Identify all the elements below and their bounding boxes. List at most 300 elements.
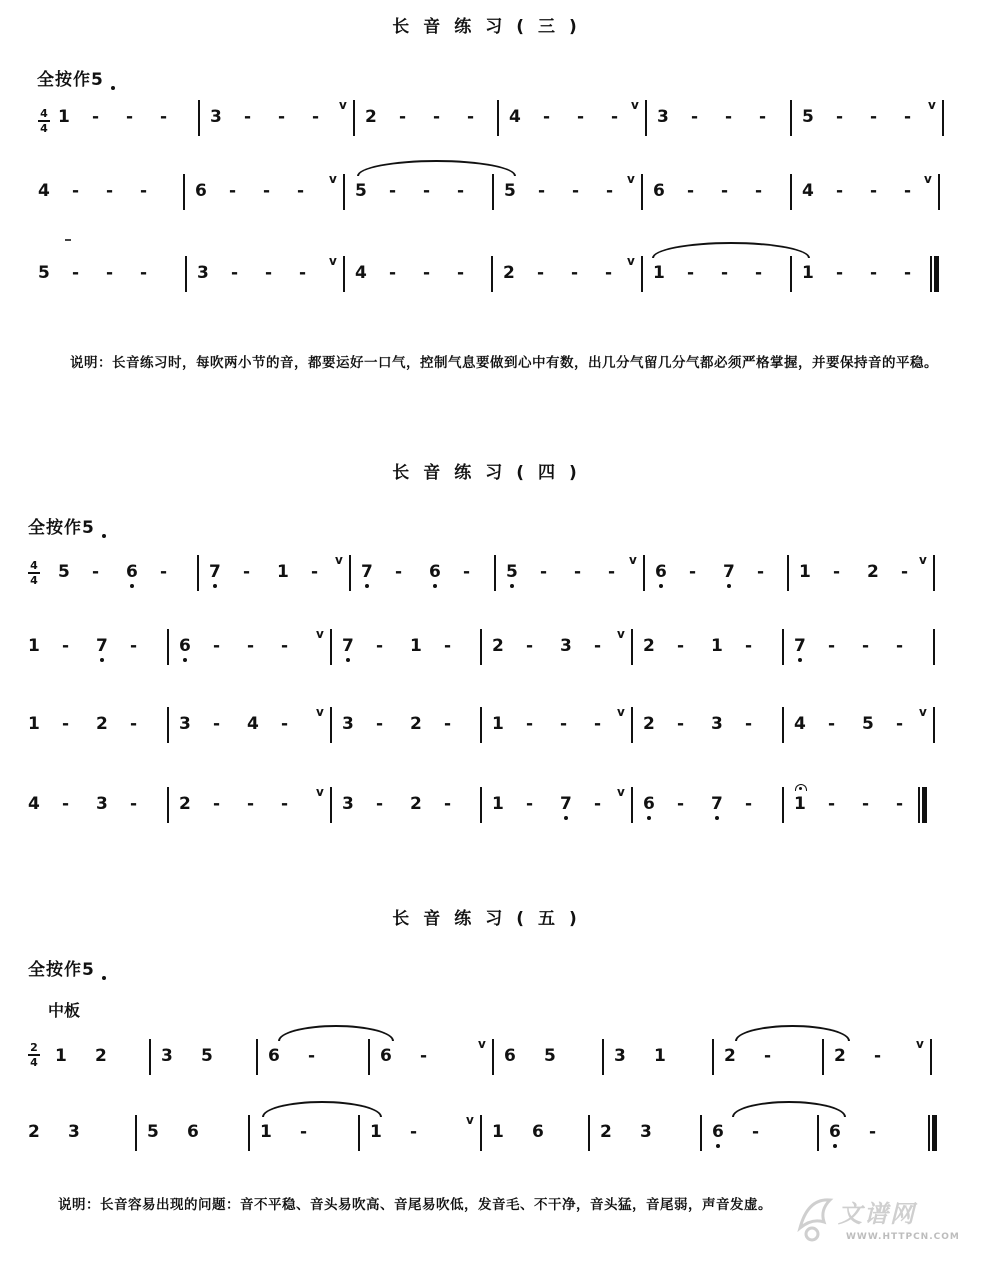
note: 6 <box>380 1046 392 1066</box>
barline <box>602 1039 604 1075</box>
low-octave-dot <box>100 658 104 662</box>
dash: - <box>745 636 753 656</box>
barline <box>491 256 493 292</box>
dash: - <box>62 794 70 814</box>
barline <box>330 707 332 743</box>
note: 2 <box>365 107 377 127</box>
dash: - <box>687 263 695 283</box>
low-octave-dot <box>715 816 719 820</box>
breath-mark: v <box>617 705 625 719</box>
note: 1 <box>492 794 504 814</box>
dash: - <box>160 562 168 582</box>
note: 4 <box>38 181 50 201</box>
dash: - <box>420 1046 428 1066</box>
note: 5 <box>201 1046 213 1066</box>
dash: - <box>594 636 602 656</box>
dash: - <box>130 714 138 734</box>
note: 2 <box>503 263 515 283</box>
barline <box>330 629 332 665</box>
tie-slur <box>732 1101 846 1117</box>
dash: - <box>904 263 912 283</box>
fingering-label-4: 全按作5 <box>28 518 95 538</box>
barline <box>492 174 494 210</box>
note: 4 <box>794 714 806 734</box>
dash: - <box>874 1046 882 1066</box>
note: 3 <box>68 1122 80 1142</box>
dash: - <box>457 181 465 201</box>
barline <box>368 1039 370 1075</box>
note: 1 <box>653 263 665 283</box>
fermata-icon <box>795 784 807 791</box>
dash: - <box>759 107 767 127</box>
note: 1 <box>370 1122 382 1142</box>
barline <box>641 174 643 210</box>
barline <box>183 174 185 210</box>
dash: - <box>904 107 912 127</box>
barline <box>358 1115 360 1151</box>
note: 1 <box>492 1122 504 1142</box>
note: 3 <box>657 107 669 127</box>
dash: - <box>263 181 271 201</box>
breath-mark: v <box>466 1113 474 1127</box>
dash: - <box>376 714 384 734</box>
low-octave-dot <box>647 816 651 820</box>
low-octave-dot <box>833 1144 837 1148</box>
dash: - <box>836 181 844 201</box>
barline <box>343 256 345 292</box>
dash: - <box>828 636 836 656</box>
dash: - <box>281 636 289 656</box>
dash: - <box>608 562 616 582</box>
note: 2 <box>492 636 504 656</box>
dash: - <box>106 263 114 283</box>
breath-mark: v <box>478 1037 486 1051</box>
barline <box>492 1039 494 1075</box>
dash: - <box>538 181 546 201</box>
note: 5 <box>504 181 516 201</box>
dash: - <box>526 794 534 814</box>
barline <box>712 1039 714 1075</box>
breath-mark: v <box>919 705 927 719</box>
breath-mark: v <box>631 98 639 112</box>
dash: - <box>594 714 602 734</box>
barline <box>643 555 645 591</box>
explanation-3: 说明：长音练习时，每吹两小节的音，都要运好一口气，控制气息要做到心中有数，出几分气留几分气都必须严格掌握，并要保持音的平稳。 <box>70 355 938 371</box>
dash: - <box>244 107 252 127</box>
note: 3 <box>179 714 191 734</box>
note: 6 <box>126 562 138 582</box>
dash: - <box>376 636 384 656</box>
dash: - <box>410 1122 418 1142</box>
dash: - <box>677 794 685 814</box>
dash: - <box>308 1046 316 1066</box>
breath-mark: v <box>916 1037 924 1051</box>
note: 4 <box>355 263 367 283</box>
note: 4 <box>247 714 259 734</box>
score-row <box>0 705 983 745</box>
dash: - <box>457 263 465 283</box>
note: 1 <box>58 107 70 127</box>
score-row <box>0 553 983 593</box>
barline <box>641 256 643 292</box>
note: 2 <box>179 794 191 814</box>
tie-slur <box>735 1025 850 1041</box>
dash: - <box>896 714 904 734</box>
barline <box>185 256 187 292</box>
barline <box>480 1115 482 1151</box>
breath-mark: v <box>316 705 324 719</box>
breath-mark: v <box>629 553 637 567</box>
tie-slur <box>357 160 516 176</box>
barline <box>480 707 482 743</box>
low-octave-dot <box>130 584 134 588</box>
low-octave-dot <box>716 1144 720 1148</box>
dash: - <box>752 1122 760 1142</box>
barline <box>782 787 784 823</box>
note: 2 <box>410 714 422 734</box>
note: 6 <box>179 636 191 656</box>
note: 7 <box>711 794 723 814</box>
dash: - <box>543 107 551 127</box>
dash: - <box>725 107 733 127</box>
note: 1 <box>799 562 811 582</box>
breath-mark: v <box>627 172 635 186</box>
breath-mark: v <box>919 553 927 567</box>
dash: - <box>677 636 685 656</box>
note: 3 <box>96 794 108 814</box>
dash: - <box>721 181 729 201</box>
dash: - <box>540 562 548 582</box>
explanation-5: 说明：长音容易出现的问题：音不平稳、音头易吹高、音尾易吹低，发音毛、不干净，音头猛，音尾弱，声音发虚。 <box>58 1197 772 1213</box>
barline <box>930 256 932 292</box>
barline <box>167 629 169 665</box>
dash: - <box>870 181 878 201</box>
note: 1 <box>260 1122 272 1142</box>
dash: - <box>278 107 286 127</box>
barline <box>631 629 633 665</box>
barline <box>149 1039 151 1075</box>
breath-mark: v <box>335 553 343 567</box>
note: 7 <box>560 794 572 814</box>
note: 5 <box>147 1122 159 1142</box>
breath-mark: v <box>316 785 324 799</box>
note: 1 <box>802 263 814 283</box>
dash: - <box>828 794 836 814</box>
score-row <box>0 172 983 212</box>
dash: - <box>594 794 602 814</box>
watermark <box>790 1188 980 1260</box>
dash: - <box>606 181 614 201</box>
time-signature-5: 2 4 <box>28 1042 40 1068</box>
barline <box>330 787 332 823</box>
tie-slur <box>262 1101 382 1117</box>
low-octave-dot <box>111 86 115 90</box>
dash: - <box>862 794 870 814</box>
dash: - <box>281 794 289 814</box>
note: 2 <box>600 1122 612 1142</box>
dash: - <box>691 107 699 127</box>
note: 3 <box>560 636 572 656</box>
dash: - <box>311 562 319 582</box>
note: 7 <box>209 562 221 582</box>
breath-mark: v <box>316 627 324 641</box>
breath-mark: v <box>339 98 347 112</box>
note: 5 <box>355 181 367 201</box>
note: 1 <box>794 794 806 814</box>
barline <box>631 707 633 743</box>
note: 3 <box>197 263 209 283</box>
low-octave-dot <box>564 816 568 820</box>
dash: - <box>213 636 221 656</box>
low-octave-dot <box>213 584 217 588</box>
note: 7 <box>96 636 108 656</box>
note: 2 <box>867 562 879 582</box>
note: 5 <box>802 107 814 127</box>
dash: - <box>526 636 534 656</box>
note: 5 <box>544 1046 556 1066</box>
dash: - <box>526 714 534 734</box>
dash: - <box>444 714 452 734</box>
dash: - <box>757 562 765 582</box>
note: 2 <box>834 1046 846 1066</box>
dash: - <box>130 794 138 814</box>
dash: - <box>574 562 582 582</box>
note: 6 <box>712 1122 724 1142</box>
dash: - <box>721 263 729 283</box>
dash: - <box>870 107 878 127</box>
time-signature-3: 4 4 <box>38 108 50 134</box>
note: 3 <box>711 714 723 734</box>
note: 3 <box>210 107 222 127</box>
note: 3 <box>614 1046 626 1066</box>
dash: - <box>399 107 407 127</box>
dash: - <box>297 181 305 201</box>
barline <box>817 1115 819 1151</box>
low-octave-dot <box>102 534 106 538</box>
note: 1 <box>654 1046 666 1066</box>
fingering-label-5: 全按作5 <box>28 960 95 980</box>
note: 4 <box>509 107 521 127</box>
dash: - <box>862 636 870 656</box>
breath-mark: v <box>617 627 625 641</box>
watermark-url: WWW.HTTPCN.COM <box>846 1232 960 1242</box>
dash: - <box>560 714 568 734</box>
low-octave-dot <box>798 658 802 662</box>
note: 6 <box>655 562 667 582</box>
dash: - <box>828 714 836 734</box>
barline <box>933 707 935 743</box>
barline <box>822 1039 824 1075</box>
dash: - <box>160 107 168 127</box>
score-row <box>0 627 983 667</box>
note: 2 <box>96 714 108 734</box>
dash: - <box>106 181 114 201</box>
dash: - <box>395 562 403 582</box>
low-octave-dot <box>659 584 663 588</box>
note: 6 <box>532 1122 544 1142</box>
dash: - <box>243 562 251 582</box>
low-octave-dot <box>510 584 514 588</box>
dash: - <box>755 263 763 283</box>
barline <box>198 100 200 136</box>
section-title-3: 长音练习(三) <box>392 17 591 37</box>
note: 2 <box>410 794 422 814</box>
barline <box>933 555 935 591</box>
final-barline <box>922 787 927 823</box>
dash: - <box>687 181 695 201</box>
barline <box>167 707 169 743</box>
note: 6 <box>268 1046 280 1066</box>
barline <box>787 555 789 591</box>
note: 4 <box>802 181 814 201</box>
note: 5 <box>506 562 518 582</box>
dash: - <box>72 181 80 201</box>
tempo-marking: 中板 <box>48 1001 81 1020</box>
note: 7 <box>361 562 373 582</box>
dash: - <box>299 263 307 283</box>
note: 2 <box>724 1046 736 1066</box>
note: 6 <box>504 1046 516 1066</box>
dash: - <box>265 263 273 283</box>
low-octave-dot <box>183 658 187 662</box>
dash: - <box>869 1122 877 1142</box>
note: 2 <box>95 1046 107 1066</box>
note: 1 <box>410 636 422 656</box>
barline <box>645 100 647 136</box>
dash: - <box>423 263 431 283</box>
note: 7 <box>723 562 735 582</box>
dash: - <box>62 714 70 734</box>
note: 1 <box>711 636 723 656</box>
dash: - <box>130 636 138 656</box>
breath-mark: v <box>627 254 635 268</box>
dash: - <box>745 714 753 734</box>
barline <box>494 555 496 591</box>
dash: - <box>231 263 239 283</box>
barline <box>135 1115 137 1151</box>
barline <box>497 100 499 136</box>
breath-mark: v <box>928 98 936 112</box>
dash: - <box>467 107 475 127</box>
dash: - <box>896 636 904 656</box>
dash: - <box>764 1046 772 1066</box>
dash: - <box>72 263 80 283</box>
breath-mark: v <box>329 254 337 268</box>
dash: - <box>312 107 320 127</box>
dash: - <box>140 181 148 201</box>
score-row <box>0 254 983 294</box>
final-barline <box>934 256 939 292</box>
barline <box>256 1039 258 1075</box>
note: 5 <box>862 714 874 734</box>
dash: - <box>247 794 255 814</box>
dash: - <box>836 263 844 283</box>
barline <box>480 787 482 823</box>
tie-slur <box>652 242 810 258</box>
stray-mark <box>65 239 71 241</box>
dash: - <box>689 562 697 582</box>
dash: - <box>213 714 221 734</box>
dash: - <box>444 794 452 814</box>
dash: - <box>577 107 585 127</box>
barline <box>343 174 345 210</box>
dash: - <box>62 636 70 656</box>
low-octave-dot <box>346 658 350 662</box>
score-row <box>0 1113 983 1153</box>
final-barline <box>932 1115 937 1151</box>
barline <box>349 555 351 591</box>
barline <box>353 100 355 136</box>
note: 5 <box>58 562 70 582</box>
low-octave-dot <box>102 976 106 980</box>
tie-slur <box>278 1025 394 1041</box>
dash: - <box>444 636 452 656</box>
breath-mark: v <box>617 785 625 799</box>
dash: - <box>896 794 904 814</box>
barline <box>588 1115 590 1151</box>
note: 1 <box>28 714 40 734</box>
note: 6 <box>429 562 441 582</box>
note: 3 <box>342 714 354 734</box>
score-row <box>0 785 983 825</box>
breath-mark: v <box>924 172 932 186</box>
dash: - <box>213 794 221 814</box>
section-title-5: 长音练习(五) <box>392 909 591 929</box>
barline <box>918 787 920 823</box>
barline <box>942 100 944 136</box>
dash: - <box>833 562 841 582</box>
dash: - <box>572 181 580 201</box>
dash: - <box>376 794 384 814</box>
time-signature-4: 4 4 <box>28 560 40 586</box>
dash: - <box>300 1122 308 1142</box>
dash: - <box>126 107 134 127</box>
note: 6 <box>187 1122 199 1142</box>
note: 6 <box>643 794 655 814</box>
fingering-label-3: 全按作5 <box>37 70 104 90</box>
dash: - <box>389 181 397 201</box>
low-octave-dot <box>727 584 731 588</box>
note: 6 <box>653 181 665 201</box>
dash: - <box>571 263 579 283</box>
dash: - <box>755 181 763 201</box>
dash: - <box>433 107 441 127</box>
dash: - <box>904 181 912 201</box>
barline <box>480 629 482 665</box>
score-row <box>0 98 983 138</box>
barline <box>928 1115 930 1151</box>
barline <box>790 256 792 292</box>
dash: - <box>677 714 685 734</box>
note: 7 <box>794 636 806 656</box>
low-octave-dot <box>433 584 437 588</box>
dash: - <box>247 636 255 656</box>
section-title-4: 长音练习(四) <box>392 463 591 483</box>
note: 1 <box>55 1046 67 1066</box>
note: 6 <box>829 1122 841 1142</box>
low-octave-dot <box>365 584 369 588</box>
dash: - <box>537 263 545 283</box>
dash: - <box>745 794 753 814</box>
barline <box>631 787 633 823</box>
barline <box>790 100 792 136</box>
dash: - <box>901 562 909 582</box>
dash: - <box>463 562 471 582</box>
dash: - <box>92 562 100 582</box>
note: 5 <box>38 263 50 283</box>
note: 7 <box>342 636 354 656</box>
barline <box>933 629 935 665</box>
